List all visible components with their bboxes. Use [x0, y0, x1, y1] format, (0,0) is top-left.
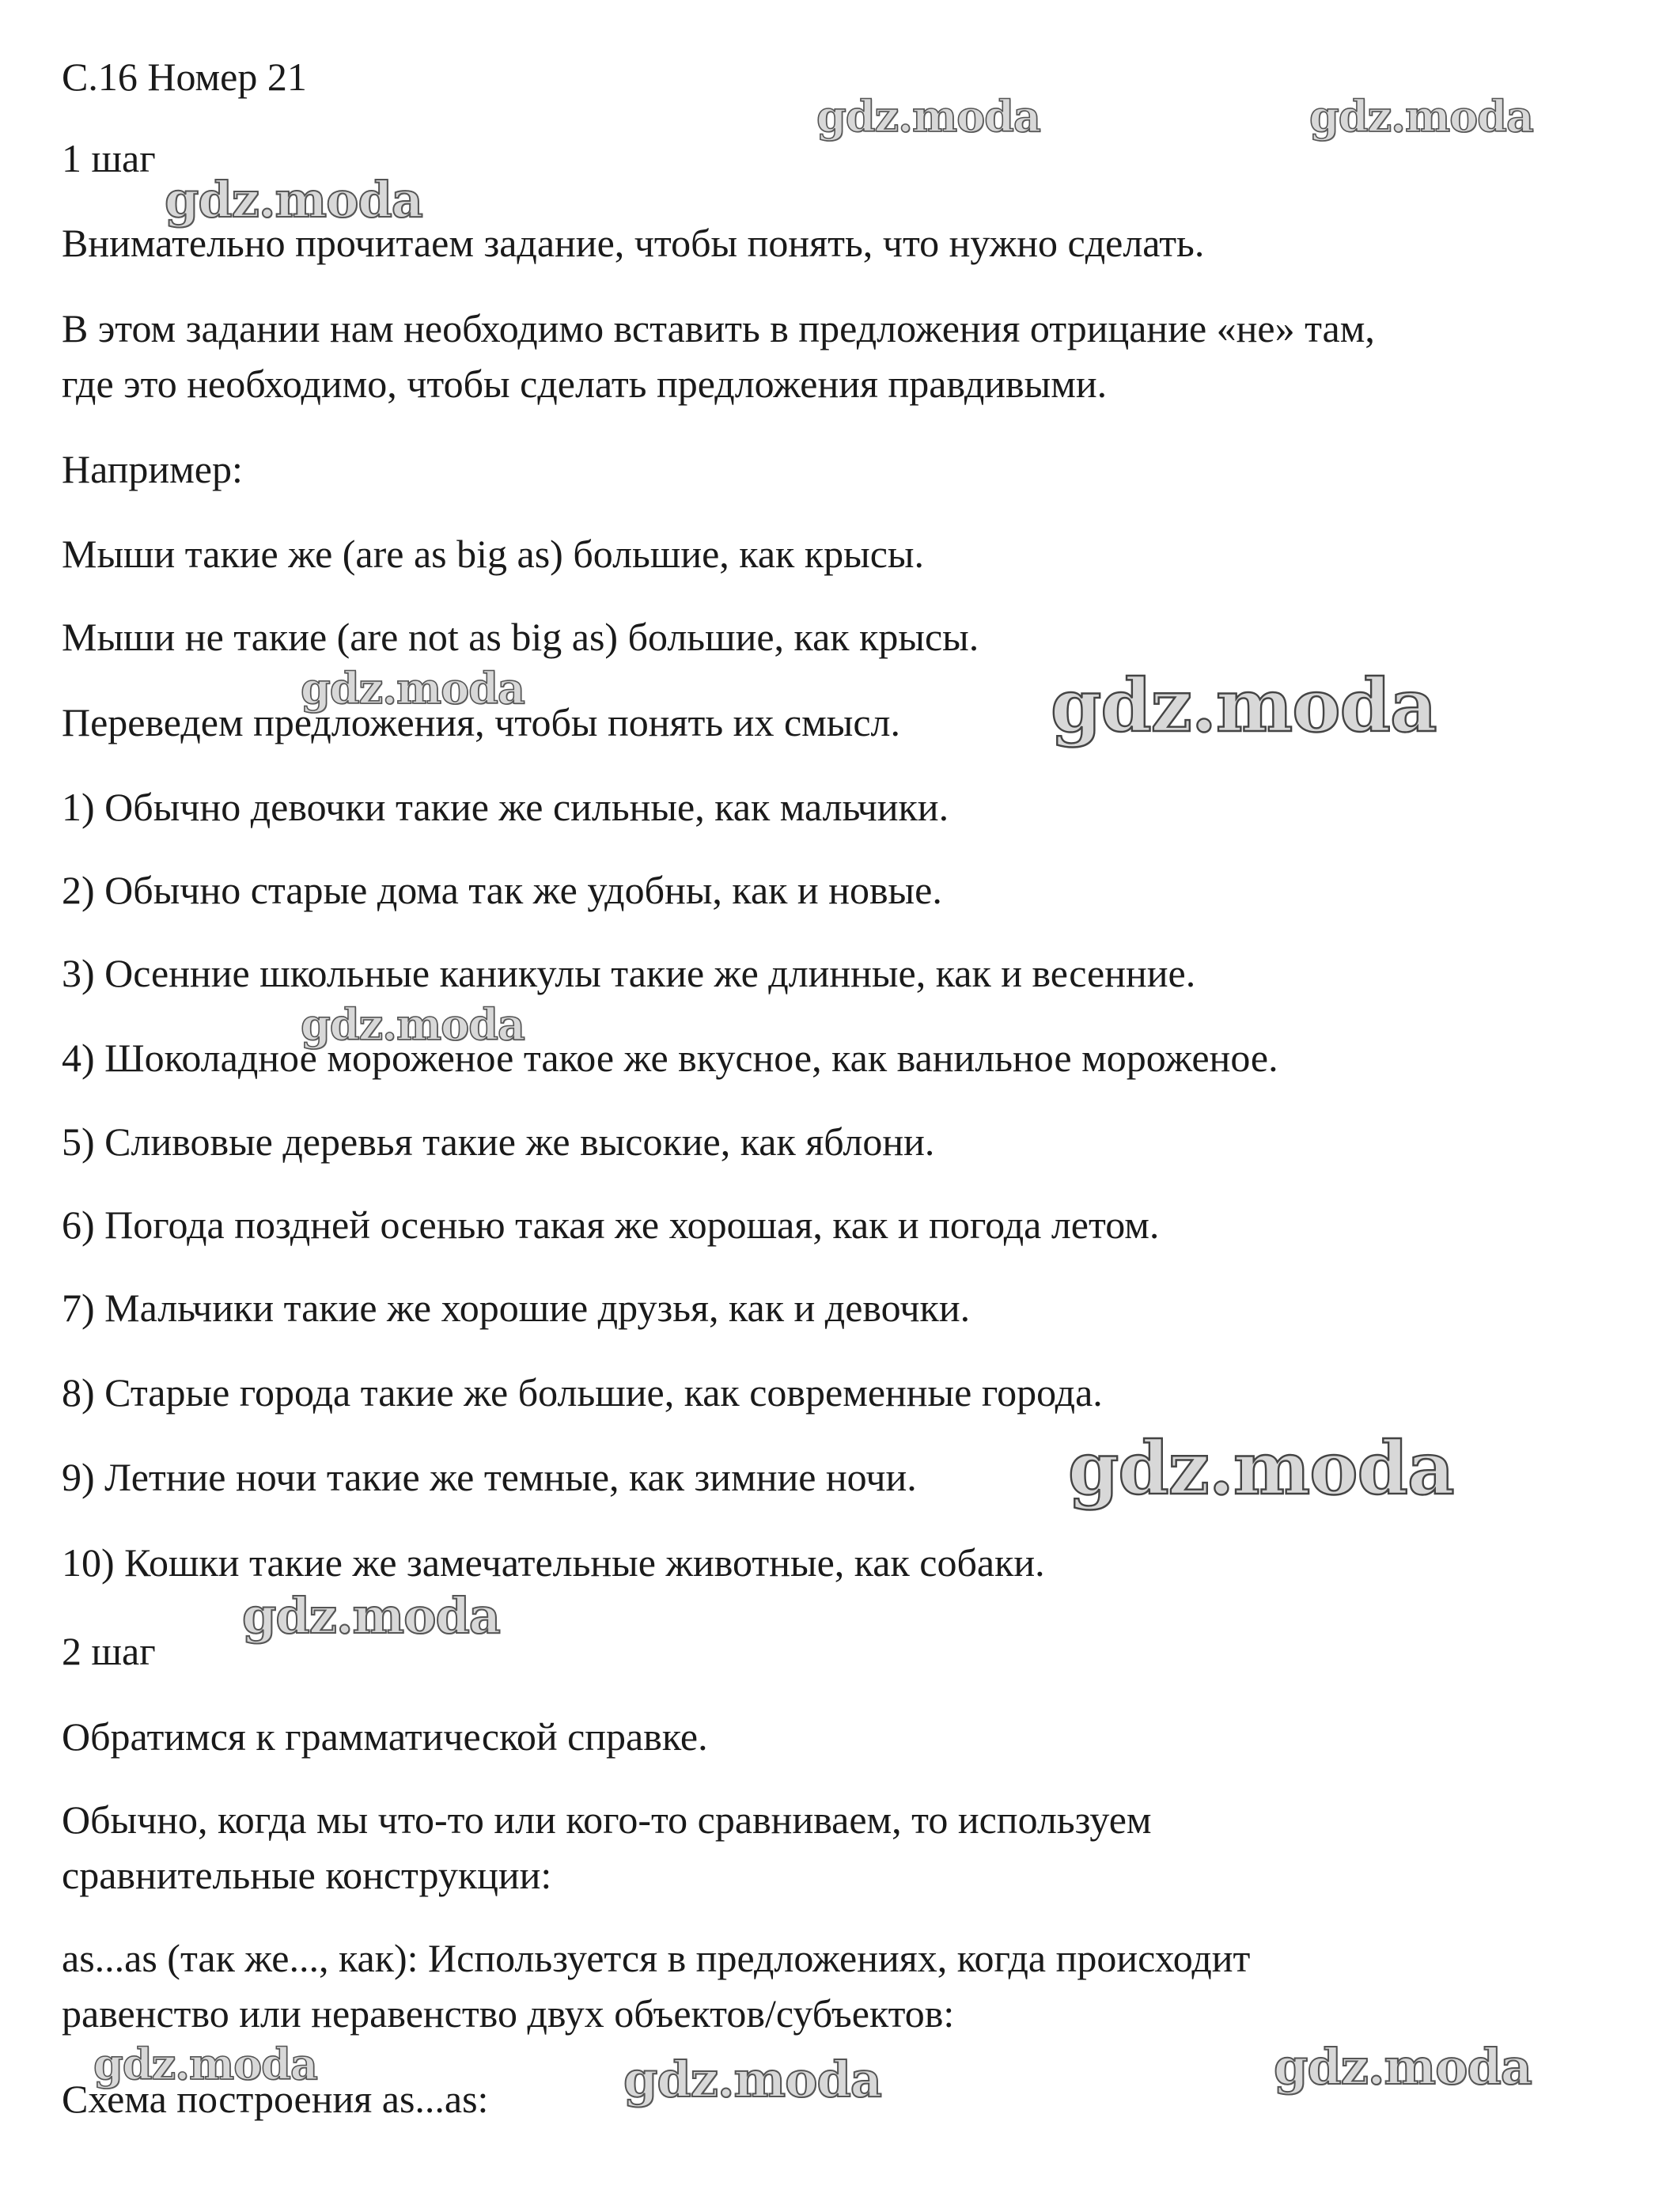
list-item: 10) Кошки такие же замечательные животные, как собаки.	[62, 1540, 1045, 1585]
watermark: gdz.moda	[165, 171, 422, 229]
watermark: gdz.moda	[1068, 1426, 1454, 1511]
step-1-label: 1 шаг	[62, 136, 156, 180]
watermark: gdz.moda	[1309, 91, 1533, 142]
list-item: 4) Шоколадное мороженое такое же вкусное, как ванильное мороженое.	[62, 1036, 1278, 1080]
watermark: gdz.moda	[242, 1587, 500, 1645]
paragraph-task-line-1: В этом задании нам необходимо вставить в предложения отрицание «не» там,	[62, 306, 1375, 350]
paragraph-asas-line-2: равенство или неравенство двух объектов/субъектов:	[62, 1991, 955, 2036]
paragraph-compare-line-1: Обычно, когда мы что-то или кого-то сравниваем, то используем	[62, 1797, 1152, 1842]
watermark: gdz.moda	[1051, 663, 1437, 748]
list-item: 8) Старые города такие же большие, как современные города.	[62, 1370, 1103, 1415]
step-2-label: 2 шаг	[62, 1629, 156, 1673]
page-title: С.16 Номер 21	[62, 55, 307, 99]
watermark: gdz.moda	[93, 2039, 317, 2089]
list-item: 3) Осенние школьные каникулы такие же длинные, как и весенние.	[62, 951, 1196, 995]
list-item: 6) Погода поздней осенью такая же хорошая, как и погода летом.	[62, 1203, 1160, 1247]
paragraph-asas-line-1: as...as (так же..., как): Используется в предложениях, когда происходит	[62, 1936, 1251, 1980]
paragraph-intro: Внимательно прочитаем задание, чтобы понять, что нужно сделать.	[62, 221, 1205, 265]
list-item: 7) Мальчики такие же хорошие друзья, как и девочки.	[62, 1286, 971, 1330]
paragraph-grammar-ref: Обратимся к грамматической справке.	[62, 1714, 708, 1759]
list-item: 9) Летние ночи такие же темные, как зимние ночи.	[62, 1455, 917, 1499]
paragraph-scheme: Схема построения as...as:	[62, 2077, 489, 2121]
watermark: gdz.moda	[1274, 2038, 1532, 2096]
watermark: gdz.moda	[816, 91, 1040, 142]
paragraph-compare-line-2: сравнительные конструкции:	[62, 1853, 552, 1897]
paragraph-task-line-2: где это необходимо, чтобы сделать предложения правдивыми.	[62, 362, 1108, 406]
watermark: gdz.moda	[301, 663, 525, 714]
list-item: 2) Обычно старые дома так же удобны, как и новые.	[62, 868, 942, 912]
list-item: 1) Обычно девочки такие же сильные, как мальчики.	[62, 785, 949, 829]
example-sentence-1: Мыши такие же (are as big as) большие, как крысы.	[62, 532, 924, 576]
translate-instruction: Переведем предложения, чтобы понять их смысл.	[62, 700, 901, 744]
example-sentence-2: Мыши не такие (are not as big as) большие, как крысы.	[62, 615, 979, 659]
example-label: Например:	[62, 447, 243, 491]
watermark: gdz.moda	[623, 2051, 881, 2108]
list-item: 5) Сливовые деревья такие же высокие, как яблони.	[62, 1119, 935, 1164]
watermark: gdz.moda	[301, 999, 525, 1050]
